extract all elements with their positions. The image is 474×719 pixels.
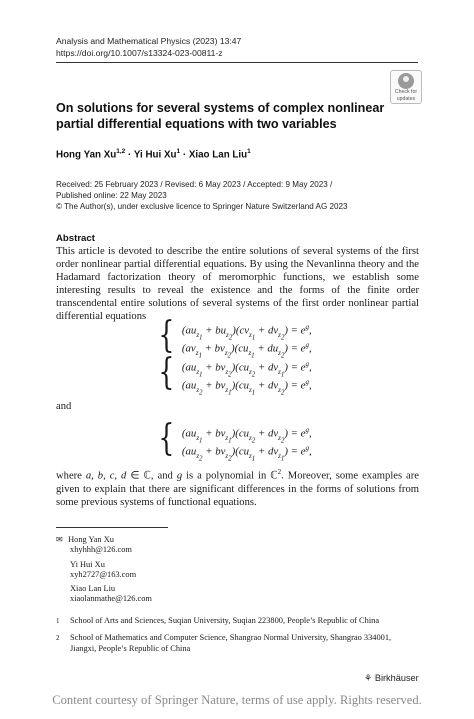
birkhauser-icon: ⚘ — [364, 673, 373, 683]
affiliation-2 — [56, 633, 418, 654]
affiliation-number: 1 — [56, 617, 60, 625]
contact-name: Hong Yan Xu — [68, 535, 114, 544]
badge-label-2: updates — [396, 95, 416, 102]
and-connector: and — [56, 401, 72, 412]
affiliation-number: 2 — [56, 634, 60, 642]
author-list — [56, 148, 251, 160]
author-affil-sup: 1 — [247, 148, 251, 155]
equation-system-2 — [155, 418, 312, 463]
publisher-logo — [364, 673, 419, 684]
left-brace: { — [158, 418, 175, 459]
where-remainder: . Moreover, some examples are given to explain that there are significant differences in the forms of solutions from some previous systems of functional equations. — [56, 470, 419, 508]
dates-line: Received: 25 February 2023 / Revised: 6 May 2023 / Accepted: 9 May 2023 / — [56, 180, 333, 189]
courtesy-watermark: Content courtesy of Springer Nature, terms of use apply. Rights reserved. — [52, 693, 422, 707]
author-name[interactable]: Yi Hui Xu — [133, 149, 177, 161]
publisher-name: Birkhäuser — [374, 673, 419, 683]
abstract-heading: Abstract — [56, 233, 95, 244]
equation-row: $(au_{z_1} + bu_{z_2})(cv_{z_1} + dv_{z_2}) = e^g$, — [181, 323, 312, 342]
contact-name: Xiao Lan Liu — [70, 584, 116, 594]
envelope-icon: ✉ — [56, 535, 63, 544]
author-separator: · — [182, 149, 187, 161]
paper-title: On solutions for several systems of complex nonlinear partial differential equations with two variables — [56, 101, 385, 131]
affiliation-1 — [56, 616, 418, 627]
header-rule — [56, 62, 418, 63]
left-brace: { — [158, 352, 175, 393]
equation-row: $(au_{z_2} + bv_{z_2})(cu_{z_1} + dv_{z_1}) = e^g$, — [181, 444, 312, 463]
journal-citation: Analysis and Mathematical Physics (2023) 13:47 — [56, 36, 242, 46]
equation-row: $(au_{z_1} + bv_{z_1})(cu_{z_2} + dv_{z_2}) = e^g$, — [181, 426, 312, 445]
equation-row: $(au_{z_2} + bv_{z_1})(cu_{z_1} + dv_{z_2}) = e^g$, — [181, 378, 312, 397]
author-affil-sup: 1 — [176, 148, 181, 155]
where-word: where — [56, 470, 82, 482]
affiliation-text: School of Arts and Sciences, Suqian University, Suqian 223800, People’s Republic of China — [70, 616, 380, 625]
check-for-updates-badge[interactable] — [390, 70, 422, 104]
equation-system-1a — [155, 315, 312, 360]
copyright-line: © The Author(s), under exclusive licence to Springer Nature Switzerland AG 2023 — [56, 201, 348, 211]
contact-name: Yi Hui Xu — [70, 559, 105, 569]
equation-system-1b — [155, 352, 312, 397]
author-name[interactable]: Hong Yan Xu — [56, 149, 117, 161]
equation-row: $(av_{z_1} + bv_{z_2})(cu_{z_1} + du_{z_2}) = e^g$, — [181, 341, 312, 360]
abstract-text: This article is devoted to describe the entire solutions of several systems of the first order nonlinear partial differential equations. By using the Nevanlinna theory and the Hadamard factorization theory of meromorphic functions, we establish some interesting results to reveal the existence and the forms of the finite order transcendental entire solutions of several systems of the first order nonlinear partial differential equations — [56, 246, 419, 322]
contact-email[interactable]: xiaolanmathe@126.com — [70, 594, 152, 604]
author-separator: · — [128, 149, 132, 161]
contact-email[interactable]: xyh2727@163.com — [70, 569, 137, 579]
footnote-rule — [56, 527, 168, 528]
doi-link[interactable]: https://doi.org/10.1007/s13324-023-00811-z — [56, 47, 223, 58]
affiliation-text: School of Mathematics and Computer Science, Shangrao Normal University, Shangrao 334001, Jiangxi, People’s Republic of China — [70, 633, 392, 653]
where-polynomial: is a polynomial in — [186, 470, 267, 482]
contact-block — [56, 535, 152, 605]
published-online: Published online: 22 May 2023 — [56, 190, 167, 200]
contact-email[interactable]: xhyhhh@126.com — [70, 545, 132, 555]
publication-dates — [56, 180, 348, 212]
crossmark-icon — [398, 73, 414, 89]
left-brace: { — [158, 315, 175, 356]
equation-row: $(au_{z_1} + bv_{z_2})(cu_{z_2} + dv_{z_1}) = e^g$, — [181, 360, 312, 379]
badge-label-1: Check for — [394, 89, 418, 95]
author-name[interactable]: Xiao Lan Liu — [188, 149, 248, 161]
abstract-conclusion: where a, b, c, d ∈ ℂ, and g is a polynomial in ℂ$^2$. Moreover, some examples are given to explain that there are significant differences in the forms of solutions from some previous systems of functional equations. — [56, 468, 419, 508]
author-affil-sup: 1,2 — [116, 148, 126, 155]
journal-header — [56, 36, 241, 59]
